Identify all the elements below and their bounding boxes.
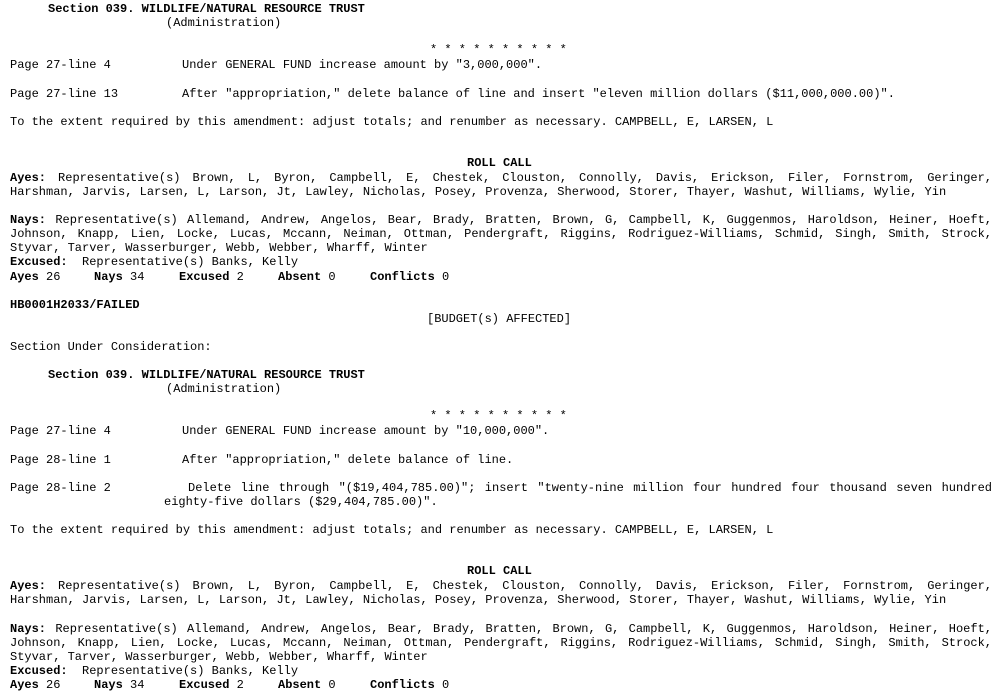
vote-tally-nays — [94, 270, 144, 284]
amendment-text: Delete line through "($19,404,785.00)"; insert "twenty-nine million four hundred four thousand seven hundred eighty-five dollars ($29,404,785.00)". — [164, 481, 992, 510]
amendment-ref: Page 27-line 4 — [10, 58, 111, 72]
tally-excused-count: 2 — [236, 270, 244, 284]
section-title: Section 039. WILDLIFE/NATURAL RESOURCE TRUST — [48, 368, 365, 382]
amendment-ref: Page 28-line 2 — [10, 481, 111, 495]
section-subtitle: (Administration) — [166, 16, 282, 30]
ayes-paragraph — [10, 579, 992, 607]
vote-tally-conflicts — [370, 270, 449, 284]
tally-excused-count: 2 — [236, 678, 244, 692]
nays-paragraph — [10, 213, 992, 256]
tally-absent-count: 0 — [328, 270, 336, 284]
nays-names: Representative(s) Allemand, Andrew, Angelos, Bear, Brady, Bratten, Brown, G, Campbell, K, Guggenmos, Haroldson, Heiner, Hoeft, Johnson, Knapp, Lien, Locke, Lucas, Mccann, Neiman, Ottman, Pendergraft, Riggins, Rodriguez-Williams, Schmid, Singh, Smith, Strock, Styvar, Tarver, Wasserburger, Webb, Webber, Wharff, Winter — [10, 213, 992, 256]
excused-label: Excused: — [10, 664, 68, 678]
tally-ayes-label: Ayes — [10, 678, 39, 692]
vote-tally — [10, 270, 60, 284]
tally-nays-label: Nays — [94, 678, 123, 692]
separator-stars: * * * * * * * * * * — [430, 43, 567, 57]
roll-call-title: ROLL CALL — [467, 156, 532, 170]
ayes-paragraph — [10, 171, 992, 199]
ayes-label: Ayes: — [10, 171, 47, 185]
vote-tally-nays — [94, 678, 144, 692]
vote-tally-absent — [278, 678, 336, 692]
amendment-text: Under GENERAL FUND increase amount by "10,000,000". — [182, 424, 550, 438]
excused-line — [10, 255, 298, 269]
separator-stars: * * * * * * * * * * — [430, 409, 567, 423]
nays-label: Nays: — [10, 622, 47, 636]
amendment-text: After "appropriation," delete balance of line. — [182, 453, 514, 467]
extent-text: To the extent required by this amendment: adjust totals; and renumber as necessary. CAMPBELL, E, LARSEN, L — [10, 115, 774, 129]
vote-tally — [10, 678, 60, 692]
tally-absent-label: Absent — [278, 678, 322, 692]
tally-ayes-label: Ayes — [10, 270, 39, 284]
section-subtitle: (Administration) — [166, 382, 282, 396]
budget-affected: [BUDGET(s) AFFECTED] — [427, 312, 572, 326]
tally-conflicts-label: Conflicts — [370, 678, 435, 692]
tally-conflicts-count: 0 — [442, 678, 450, 692]
vote-tally-excused — [179, 678, 244, 692]
excused-names: Representative(s) Banks, Kelly — [82, 255, 299, 269]
nays-paragraph — [10, 622, 992, 665]
ayes-label: Ayes: — [10, 579, 47, 593]
amendment-ref: Page 27-line 13 — [10, 87, 119, 101]
excused-label: Excused: — [10, 255, 68, 269]
amendment-text: Under GENERAL FUND increase amount by "3,000,000". — [182, 58, 543, 72]
tally-nays-label: Nays — [94, 270, 123, 284]
ayes-names: Representative(s) Brown, L, Byron, Campbell, E, Chestek, Clouston, Connolly, Davis, Erickson, Filer, Fornstrom, Geringer, Harshman, Jarvis, Larsen, L, Larson, Jt, Lawley, Nicholas, Posey, Provenza, Sherwood, Storer, Thayer, Washut, Williams, Wylie, Yin — [10, 579, 993, 608]
roll-call-title: ROLL CALL — [467, 564, 532, 578]
tally-excused-label: Excused — [179, 270, 230, 284]
tally-excused-label: Excused — [179, 678, 230, 692]
tally-conflicts-label: Conflicts — [370, 270, 435, 284]
vote-tally-conflicts — [370, 678, 449, 692]
vote-tally-excused — [179, 270, 244, 284]
section-title: Section 039. WILDLIFE/NATURAL RESOURCE TRUST — [48, 2, 365, 16]
bill-status: HB0001H2033/FAILED — [10, 298, 140, 312]
ayes-names: Representative(s) Brown, L, Byron, Campbell, E, Chestek, Clouston, Connolly, Davis, Erickson, Filer, Fornstrom, Geringer, Harshman, Jarvis, Larsen, L, Larson, Jt, Lawley, Nicholas, Posey, Provenza, Sherwood, Storer, Thayer, Washut, Williams, Wylie, Yin — [10, 171, 993, 200]
excused-names: Representative(s) Banks, Kelly — [82, 664, 299, 678]
nays-label: Nays: — [10, 213, 47, 227]
tally-nays-count: 34 — [130, 270, 145, 284]
nays-names: Representative(s) Allemand, Andrew, Angelos, Bear, Brady, Bratten, Brown, G, Campbell, K, Guggenmos, Haroldson, Heiner, Hoeft, Johnson, Knapp, Lien, Locke, Lucas, Mccann, Neiman, Ottman, Pendergraft, Riggins, Rodriguez-Williams, Schmid, Singh, Smith, Strock, Styvar, Tarver, Wasserburger, Webb, Webber, Wharff, Winter — [10, 622, 992, 665]
tally-absent-count: 0 — [328, 678, 336, 692]
tally-nays-count: 34 — [130, 678, 145, 692]
section-under-consideration: Section Under Consideration: — [10, 340, 212, 354]
amendment-text: After "appropriation," delete balance of line and insert "eleven million dollars ($11,000,000.00)". — [182, 87, 895, 101]
tally-ayes-count: 26 — [46, 270, 61, 284]
amendment-ref: Page 28-line 1 — [10, 453, 111, 467]
vote-tally-absent — [278, 270, 336, 284]
tally-ayes-count: 26 — [46, 678, 61, 692]
tally-conflicts-count: 0 — [442, 270, 450, 284]
extent-text: To the extent required by this amendment: adjust totals; and renumber as necessary. CAMPBELL, E, LARSEN, L — [10, 523, 774, 537]
excused-line — [10, 664, 298, 678]
tally-absent-label: Absent — [278, 270, 322, 284]
amendment-ref: Page 27-line 4 — [10, 424, 111, 438]
